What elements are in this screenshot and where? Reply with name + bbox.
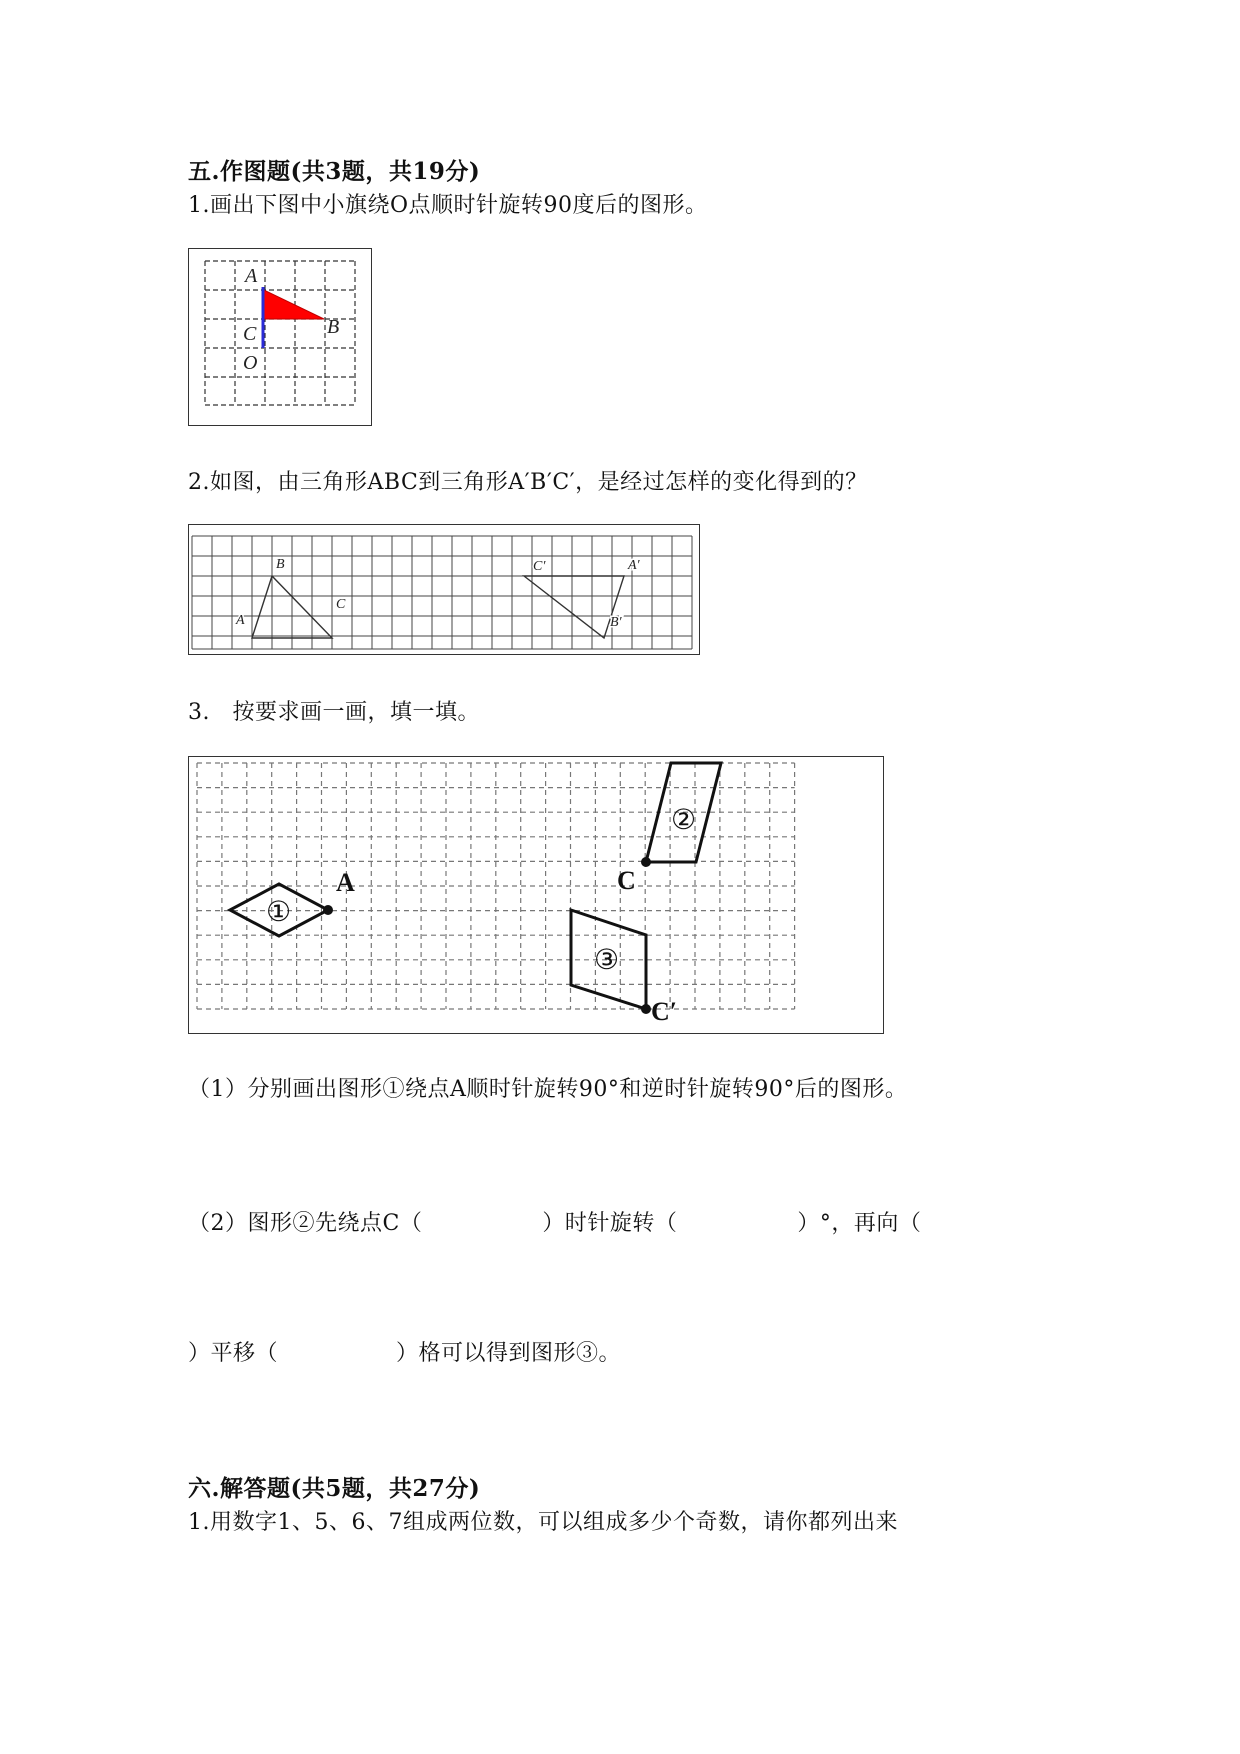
shape-label-3: ③ [594,945,620,976]
point-c [641,857,651,867]
flag-label-o: O [243,352,258,374]
shape-label-c: C [617,866,636,895]
question-3-text: 3. 按要求画一画，填一填。 [188,700,480,725]
tri-label-a-prime: A′ [628,558,640,573]
section5-title: 五.作图题(共3题，共19分) [188,158,481,185]
flag-triangle [264,290,324,319]
triangle-grid-figure [188,524,700,655]
point-a [323,905,333,915]
question-3-sub2-line1 [188,1206,921,1237]
question-1-text: 1.画出下图中小旗绕O点顺时针旋转90度后的图形。 [188,193,708,218]
question-3-sub2-line2 [188,1336,621,1367]
shape-label-1: ① [266,897,292,928]
tri-label-a: A [236,613,245,628]
shapes-grid-svg [189,757,883,1033]
sub2-part4: ）平移（ [188,1341,279,1366]
sub2-part1: （2）图形②先绕点C（ [188,1211,423,1236]
section6-question-1-text: 1.用数字1、5、6、7组成两位数，可以组成多少个奇数，请你都列出来 [188,1510,898,1535]
point-c-prime [641,1004,651,1014]
flag-label-a: A [245,265,258,287]
tri-label-b: B [276,557,285,572]
shape-label-c-prime: C′ [651,997,678,1026]
tri-label-c: C [336,597,346,612]
flag-label-c: C [243,323,257,345]
shapes-grid-figure [188,756,884,1034]
flag-label-b: B [327,316,340,338]
flag-grid-svg [189,249,371,425]
question-2-text: 2.如图，由三角形ABC到三角形A′B′C′，是经过怎样的变化得到的？ [188,470,868,495]
triangle-abc-prime [524,576,624,638]
sub2-part3: ）°，再向（ [797,1211,922,1236]
shape-label-2: ② [671,805,697,836]
flag-grid-figure [188,248,372,426]
shape-label-a: A [336,868,355,897]
tri-label-c-prime: C′ [533,559,546,574]
shapes-grid-lines [197,763,795,1009]
tri-label-b-prime: B′ [610,615,622,630]
question-3-sub1: （1）分别画出图形①绕点A顺时针旋转90°和逆时针旋转90°后的图形。 [188,1077,908,1102]
sub2-part2: ）时针旋转（ [542,1211,678,1236]
section6-title: 六.解答题(共5题，共27分) [188,1475,481,1502]
sub2-part5: ）格可以得到图形③。 [396,1341,622,1366]
triangle-grid-svg [189,525,699,654]
